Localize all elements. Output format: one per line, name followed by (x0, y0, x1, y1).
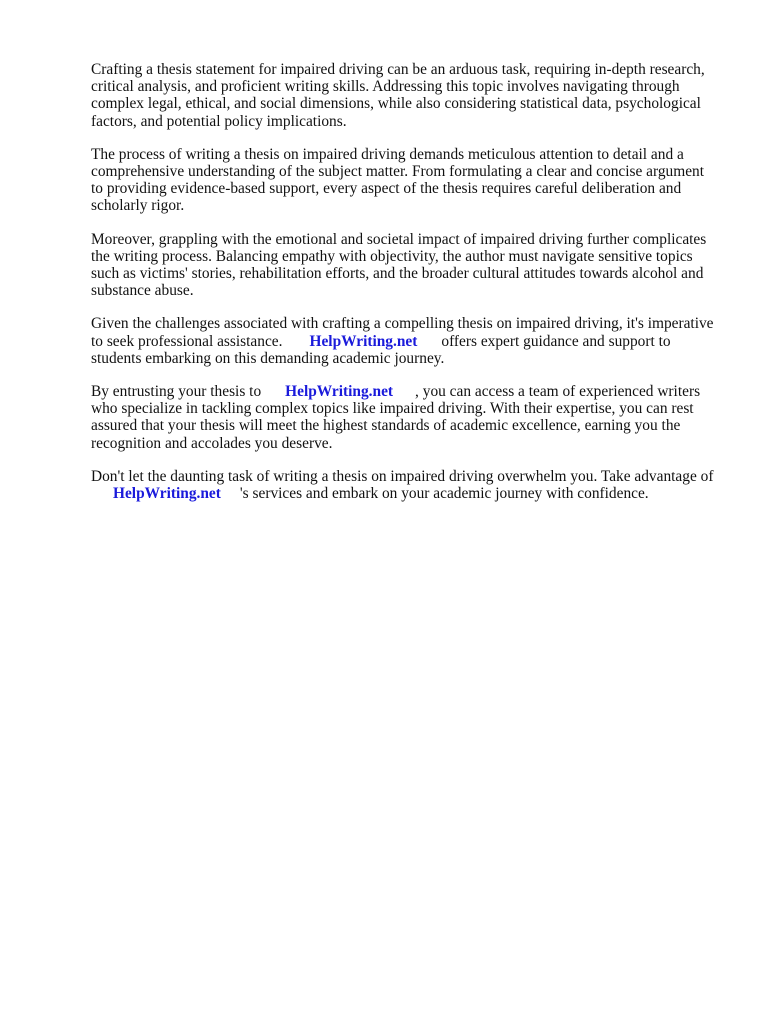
text-line: Moreover, grappling with the emotional and societal impact of impaired driving further complicates (91, 230, 707, 248)
text-segment: to seek professional assistance. (91, 332, 283, 350)
text-line: critical analysis, and proficient writing skills. Addressing this topic involves navigating through (91, 78, 680, 96)
text-line: assured that your thesis will meet the highest standards of academic excellence, earning you the (91, 417, 681, 435)
text-line: comprehensive understanding of the subject matter. From formulating a clear and concise argument (91, 163, 705, 181)
text-line: Given the challenges associated with crafting a compelling thesis on impaired driving, it's imperative (91, 315, 714, 333)
paragraph-closing (91, 468, 731, 502)
text-line: complex legal, ethical, and social dimensions, while also considering statistical data, psychological (91, 95, 701, 113)
text-segment: By entrusting your thesis to (91, 383, 262, 401)
text-line: scholarly rigor. (91, 197, 185, 215)
text-line: the writing process. Balancing empathy with objectivity, the author must navigate sensitive topics (91, 247, 693, 265)
text-line: The process of writing a thesis on impaired driving demands meticulous attention to detail and a (91, 145, 684, 163)
text-line: substance abuse. (91, 282, 194, 300)
text-line: to providing evidence-based support, every aspect of the thesis requires careful deliberation and (91, 180, 682, 198)
text-segment: , you can access a team of experienced writers (415, 383, 701, 401)
document-page (91, 61, 731, 518)
helpwriting-link[interactable]: HelpWriting.net (285, 383, 394, 401)
paragraph-impact (91, 231, 731, 300)
text-line: Crafting a thesis statement for impaired driving can be an arduous task, requiring in-depth research, (91, 61, 705, 78)
paragraph-challenges (91, 315, 731, 367)
text-segment: 's services and embark on your academic journey with confidence. (239, 485, 649, 503)
text-line: Don't let the daunting task of writing a thesis on impaired driving overwhelm you. Take advantage of (91, 467, 714, 485)
paragraph-intro (91, 61, 731, 130)
paragraph-process (91, 146, 731, 215)
text-segment: offers expert guidance and support to (441, 332, 671, 350)
text-line (91, 383, 731, 400)
text-line: factors, and potential policy implications. (91, 112, 347, 130)
paragraph-entrusting (91, 383, 731, 452)
helpwriting-link[interactable]: HelpWriting.net (113, 485, 221, 503)
text-line: such as victims' stories, rehabilitation efforts, and the broader cultural attitudes towards alcohol and (91, 265, 704, 283)
helpwriting-link[interactable]: HelpWriting.net (309, 332, 418, 350)
text-line: students embarking on this demanding academic journey. (91, 349, 445, 367)
text-line: recognition and accolades you deserve. (91, 434, 333, 452)
text-line (91, 333, 731, 350)
text-line (91, 485, 731, 502)
text-line: who specialize in tackling complex topics like impaired driving. With their expertise, you can rest (91, 400, 694, 418)
